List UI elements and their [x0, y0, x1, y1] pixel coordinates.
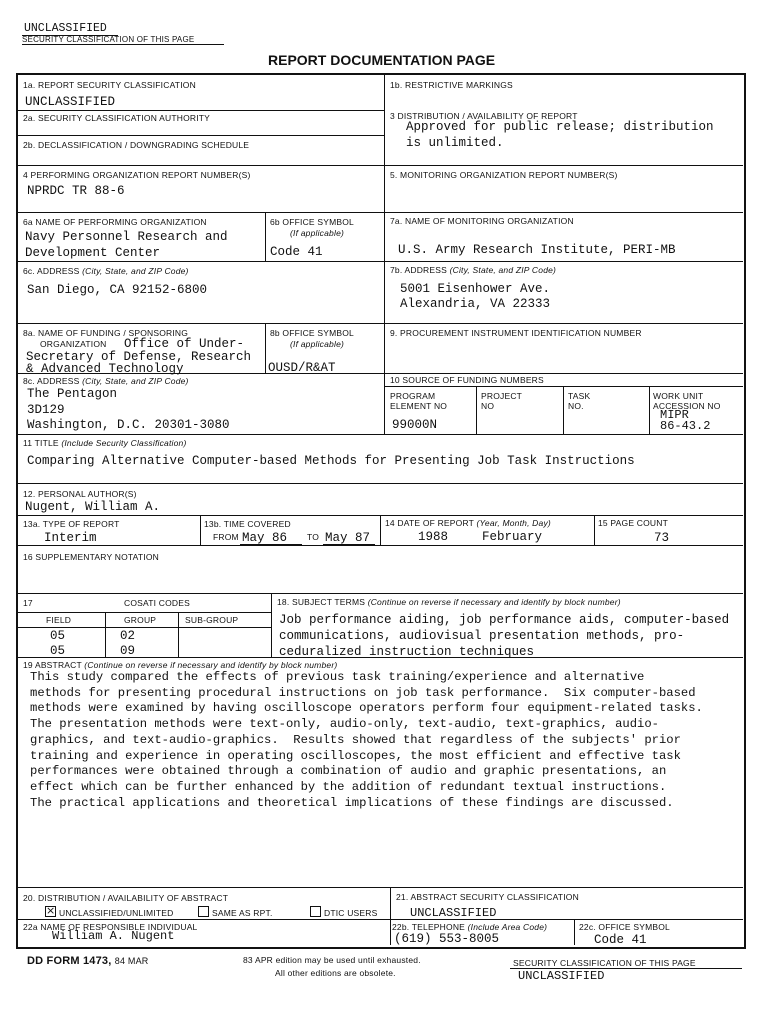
funding-org-line-1: Office of Under-: [124, 337, 245, 351]
monitoring-address-line-2: Alexandria, VA 22333: [400, 297, 551, 311]
program-element-label-1: PROGRAM: [390, 391, 436, 401]
subject-terms-line-1: Job performance aiding, job performance aids, computer-based: [279, 613, 730, 627]
responsible-individual: William A. Nugent: [52, 929, 175, 943]
field-7b-label: 7b. ADDRESS (City, State, and ZIP Code): [390, 265, 557, 275]
funding-address-line-3: Washington, D.C. 20301-3080: [27, 418, 230, 432]
field-16-label: 16 SUPPLEMENTARY NOTATION: [23, 552, 159, 562]
field-18-label: 18. SUBJECT TERMS (Continue on reverse if necessary and identify by block number): [277, 597, 621, 607]
task-label-2: NO.: [568, 401, 584, 411]
field-5-label: 5. MONITORING ORGANIZATION REPORT NUMBER(S): [390, 170, 618, 180]
bottom-classification: UNCLASSIFIED: [518, 969, 605, 983]
monitoring-address-line-1: 5001 Eisenhower Ave.: [400, 282, 551, 296]
program-element-label-2: ELEMENT NO: [390, 401, 448, 411]
field-22b-label: 22b. TELEPHONE (Include Area Code): [392, 922, 548, 932]
option-unclassified-unlimited[interactable]: ×UNCLASSIFIED/UNLIMITED: [45, 906, 173, 918]
option-same-as-rpt[interactable]: SAME AS RPT.: [198, 906, 273, 918]
responsible-office-symbol: Code 41: [594, 933, 647, 947]
task-label-1: TASK: [568, 391, 591, 401]
distribution-line-2: is unlimited.: [406, 136, 504, 150]
funding-address-line-1: The Pentagon: [27, 387, 118, 401]
work-unit-line-1: MIPR: [660, 408, 689, 422]
telephone: (619) 553-8005: [394, 932, 500, 946]
distribution-line-1: Approved for public release; distribution: [406, 120, 714, 134]
field-13a-label: 13a. TYPE OF REPORT: [23, 519, 120, 529]
field-1a-label: 1a. REPORT SECURITY CLASSIFICATION: [23, 80, 196, 90]
field-7a-label: 7a. NAME OF MONITORING ORGANIZATION: [390, 216, 574, 226]
cosati-title: COSATI CODES: [124, 598, 191, 608]
performing-org-address: San Diego, CA 92152-6800: [27, 283, 208, 297]
work-unit-label-2: ACCESSION NO: [653, 401, 721, 411]
funding-office-symbol: OUSD/R&AT: [268, 361, 336, 375]
cosati-field-2: 05: [50, 644, 66, 658]
field-11-label: 11 TITLE (Include Security Classification): [23, 438, 187, 448]
report-year: 1988: [418, 530, 449, 544]
funding-org-line-2: Secretary of Defense, Research: [26, 350, 252, 364]
time-from-value: May 86: [242, 531, 288, 545]
field-3-label: 3 DISTRIBUTION / AVAILABILITY OF REPORT: [390, 111, 578, 121]
time-to-value: May 87: [325, 531, 371, 545]
field-6c-label: 6c. ADDRESS (City, State, and ZIP Code): [23, 266, 189, 276]
project-label-1: PROJECT: [481, 391, 523, 401]
field-8b-label: 8b OFFICE SYMBOL: [270, 328, 354, 338]
field-8a-label: 8a. NAME OF FUNDING / SPONSORING: [23, 328, 189, 338]
top-classification: UNCLASSIFIED: [24, 22, 107, 35]
performing-org-line-2: Development Center: [25, 246, 161, 260]
checkbox-icon: [198, 906, 209, 917]
work-unit-line-2: 86-43.2: [660, 419, 711, 433]
field-6b-label: 6b OFFICE SYMBOL: [270, 217, 354, 227]
program-element-number: 99000N: [392, 418, 438, 432]
field-8c-label: 8c. ADDRESS (City, State, and ZIP Code): [23, 376, 189, 386]
edition-note-2: All other editions are obsolete.: [275, 968, 396, 978]
field-22c-label: 22c. OFFICE SYMBOL: [579, 922, 670, 932]
abstract-text: This study compared the effects of previous task training/experience and alternative methods for presenting procedural instructions on job task performance. Six computer-based methods were examined by having oscilloscope operators perform four equipment-related tasks. The presentation methods were text-only, audio-only, text-audio, text-graphics, audio- graphics, and text-audio-graphics. Results showed that regardless of the subjects' prior training and experience in operating oscilloscopes, the most efficient and effective task performances were obtained through a combination of audio and graphic presentations, an effect which can be further enhanced by the addition of redundant textual instructions. The practical applications and theoretical implications of these findings are discussed.: [30, 670, 703, 810]
field-1b-label: 1b. RESTRICTIVE MARKINGS: [390, 80, 513, 90]
subject-terms-line-2: communications, audiovisual presentation methods, pro-: [279, 629, 685, 643]
report-month: February: [482, 530, 543, 544]
cosati-subgroup-header: SUB-GROUP: [185, 615, 239, 625]
top-classification-caption: SECURITY CLASSIFICATION OF THIS PAGE: [22, 35, 195, 44]
report-type: Interim: [44, 531, 97, 545]
time-to-label: TO: [307, 532, 320, 542]
funding-org-line-3: & Advanced Technology: [26, 362, 184, 376]
cosati-group-1: 02: [120, 629, 136, 643]
field-2a-label: 2a. SECURITY CLASSIFICATION AUTHORITY: [23, 113, 211, 123]
work-unit-label-1: WORK UNIT: [653, 391, 704, 401]
project-label-2: NO: [481, 401, 495, 411]
field-22a-label: 22a NAME OF RESPONSIBLE INDIVIDUAL: [23, 922, 198, 932]
performing-office-symbol: Code 41: [270, 245, 323, 259]
field-20-label: 20. DISTRIBUTION / AVAILABILITY OF ABSTRACT: [23, 893, 229, 903]
field-8b-sub: (If applicable): [290, 339, 345, 349]
field-10-label: 10 SOURCE OF FUNDING NUMBERS: [390, 375, 544, 385]
field-12-label: 12. PERSONAL AUTHOR(S): [23, 489, 137, 499]
bottom-classification-caption: SECURITY CLASSIFICATION OF THIS PAGE: [513, 958, 696, 968]
performing-report-number: NPRDC TR 88-6: [27, 184, 125, 198]
field-6a-label: 6a NAME OF PERFORMING ORGANIZATION: [23, 217, 207, 227]
cosati-group-2: 09: [120, 644, 136, 658]
time-from-label: FROM: [213, 532, 239, 542]
cosati-group-header: GROUP: [124, 615, 157, 625]
field-17-label: 17: [23, 598, 33, 608]
edition-note-1: 83 APR edition may be used until exhausted.: [243, 955, 421, 965]
form-number: DD FORM 1473, 84 MAR: [27, 955, 149, 967]
option-dtic-users[interactable]: DTIC USERS: [310, 906, 377, 918]
report-security-classification: UNCLASSIFIED: [25, 95, 116, 109]
checkbox-checked-icon: [45, 906, 56, 917]
field-4-label: 4 PERFORMING ORGANIZATION REPORT NUMBER(S): [23, 170, 251, 180]
field-13b-label: 13b. TIME COVERED: [204, 519, 291, 529]
cosati-field-header: FIELD: [46, 615, 72, 625]
field-8a-label-2: ORGANIZATION: [40, 339, 107, 349]
form-title: REPORT DOCUMENTATION PAGE: [268, 52, 496, 68]
page-count: 73: [654, 531, 670, 545]
personal-author: Nugent, William A.: [25, 500, 161, 514]
field-6b-sub: (If applicable): [290, 228, 345, 238]
field-9-label: 9. PROCUREMENT INSTRUMENT IDENTIFICATION NUMBER: [390, 328, 642, 338]
field-2b-label: 2b. DECLASSIFICATION / DOWNGRADING SCHEDULE: [23, 140, 250, 150]
report-title: Comparing Alternative Computer-based Methods for Presenting Job Task Instructions: [27, 454, 635, 468]
field-19-label: 19 ABSTRACT (Continue on reverse if necessary and identify by block number): [23, 660, 338, 670]
checkbox-icon: [310, 906, 321, 917]
funding-address-line-2: 3D129: [27, 403, 65, 417]
field-15-label: 15 PAGE COUNT: [598, 518, 668, 528]
performing-org-line-1: Navy Personnel Research and: [25, 230, 228, 244]
monitoring-org-name: U.S. Army Research Institute, PERI-MB: [398, 243, 676, 257]
field-21-label: 21. ABSTRACT SECURITY CLASSIFICATION: [396, 892, 579, 902]
field-14-label: 14 DATE OF REPORT (Year, Month, Day): [385, 518, 551, 528]
cosati-field-1: 05: [50, 629, 66, 643]
subject-terms-line-3: ceduralized instruction techniques: [279, 645, 535, 659]
abstract-security-classification: UNCLASSIFIED: [410, 906, 497, 920]
